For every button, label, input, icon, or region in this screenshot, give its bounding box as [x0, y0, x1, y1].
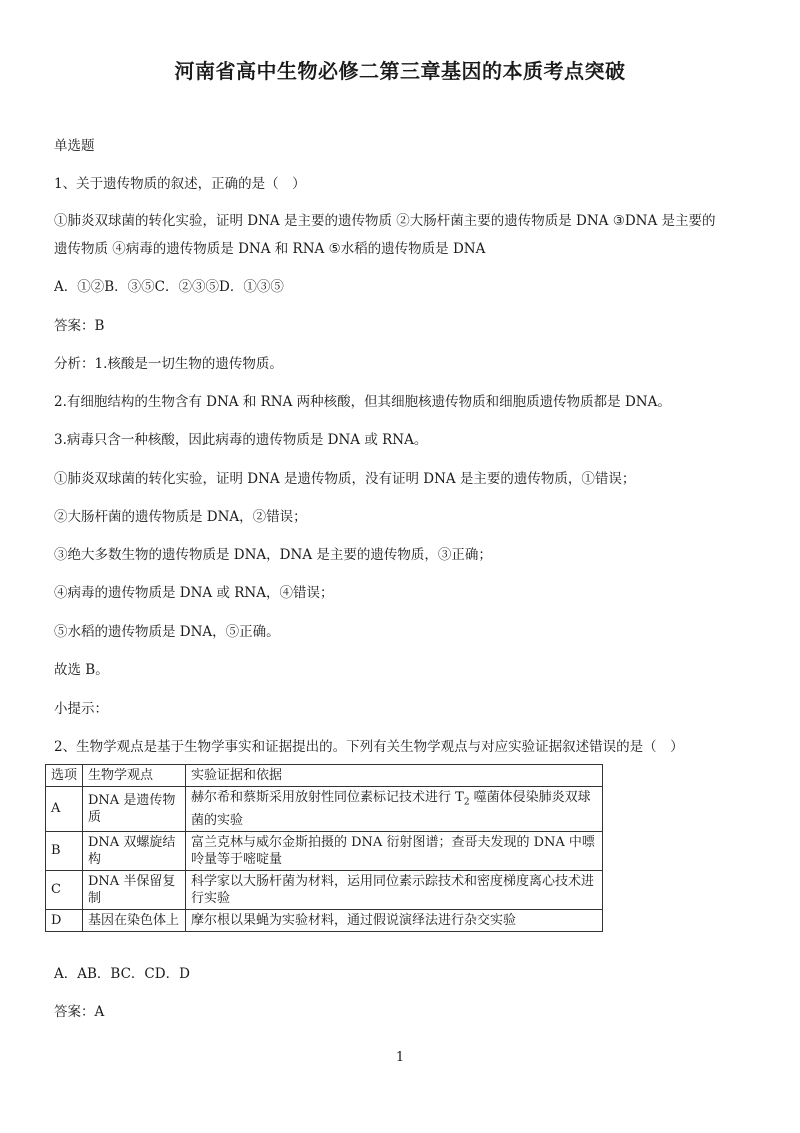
table-header-cell: 实验证据和依据 [186, 765, 603, 787]
question-1-stem: 1、关于遗传物质的叙述，正确的是（ ） [54, 176, 306, 192]
page-number: 1 [395, 1050, 405, 1065]
view-cell: DNA 是遗传物质 [83, 787, 186, 832]
analysis-line: ⑤水稻的遗传物质是 DNA，⑤正确。 [54, 624, 280, 640]
table-header-cell: 选项 [46, 765, 83, 787]
question-2-stem: 2、生物学观点是基于生物学事实和证据提出的。下列有关生物学观点与对应实验证据叙述错误的是（ ） [54, 739, 684, 755]
table-row [46, 909, 603, 931]
choice-note: 故选 B。 [54, 662, 109, 678]
hint-label: 小提示： [54, 701, 108, 717]
table-row [46, 831, 603, 870]
section-heading: 单选题 [54, 138, 95, 154]
table-header-cell: 生物学观点 [83, 765, 186, 787]
evidence-cell: 摩尔根以果蝇为实验材料，通过假说演绎法进行杂交实验 [186, 909, 603, 931]
analysis-line: 3.病毒只含一种核酸，因此病毒的遗传物质是 DNA 或 RNA。 [54, 432, 428, 448]
view-cell: DNA 半保留复制 [83, 870, 186, 909]
question-2-options: A．AB．BC．CD．D [54, 966, 190, 982]
question-2-table [45, 764, 603, 932]
table-header-row [46, 765, 603, 787]
evidence-text: 噬菌体侵染肺炎双球菌的实验 [191, 790, 591, 828]
analysis-line: 分析：1.核酸是一切生物的遗传物质。 [54, 356, 283, 372]
view-cell: 基因在染色体上 [83, 909, 186, 931]
evidence-cell [186, 787, 603, 832]
evidence-cell: 富兰克林与威尔金斯拍摄的 DNA 衍射图谱；查哥夫发现的 DNA 中嘌呤量等于嘧啶量 [186, 831, 603, 870]
analysis-line: ④病毒的遗传物质是 DNA 或 RNA，④错误； [54, 585, 334, 601]
question-1-statements-line-1: ①肺炎双球菌的转化实验，证明 DNA 是主要的遗传物质 ②大肠杆菌主要的遗传物质是 DNA ③DNA 是主要的 [54, 213, 716, 229]
question-1-answer: 答案：B [54, 318, 105, 334]
view-cell: DNA 双螺旋结构 [83, 831, 186, 870]
option-cell: D [46, 909, 83, 931]
analysis-line: ①肺炎双球菌的转化实验，证明 DNA 是遗传物质，没有证明 DNA 是主要的遗传物质，①错误； [54, 471, 636, 487]
option-cell: A [46, 787, 83, 832]
question-1-statements [54, 207, 749, 263]
table-row [46, 870, 603, 909]
table-row [46, 787, 603, 832]
page-title: 河南省高中生物必修二第三章基因的本质考点突破 [174, 59, 626, 83]
analysis-line: ②大肠杆菌的遗传物质是 DNA，②错误； [54, 509, 307, 525]
option-cell: B [46, 831, 83, 870]
evidence-cell: 科学家以大肠杆菌为材料，运用同位素示踪技术和密度梯度离心技术进行实验 [186, 870, 603, 909]
analysis-line: 2.有细胞结构的生物含有 DNA 和 RNA 两种核酸，但其细胞核遗传物质和细胞质遗传物质都是 DNA。 [54, 394, 671, 410]
evidence-subscript: 2 [463, 797, 470, 808]
question-1-statements-line-2: 遗传物质 ④病毒的遗传物质是 DNA 和 RNA ⑤水稻的遗传物质是 DNA [54, 241, 486, 257]
question-2-answer: 答案：A [54, 1004, 105, 1020]
question-1-options: A．①②B．③⑤C．②③⑤D．①③⑤ [54, 279, 284, 295]
analysis-line: ③绝大多数生物的遗传物质是 DNA，DNA 是主要的遗传物质，③正确； [54, 547, 492, 563]
option-cell: C [46, 870, 83, 909]
evidence-text: 赫尔希和蔡斯采用放射性同位素标记技术进行 T [191, 790, 464, 805]
